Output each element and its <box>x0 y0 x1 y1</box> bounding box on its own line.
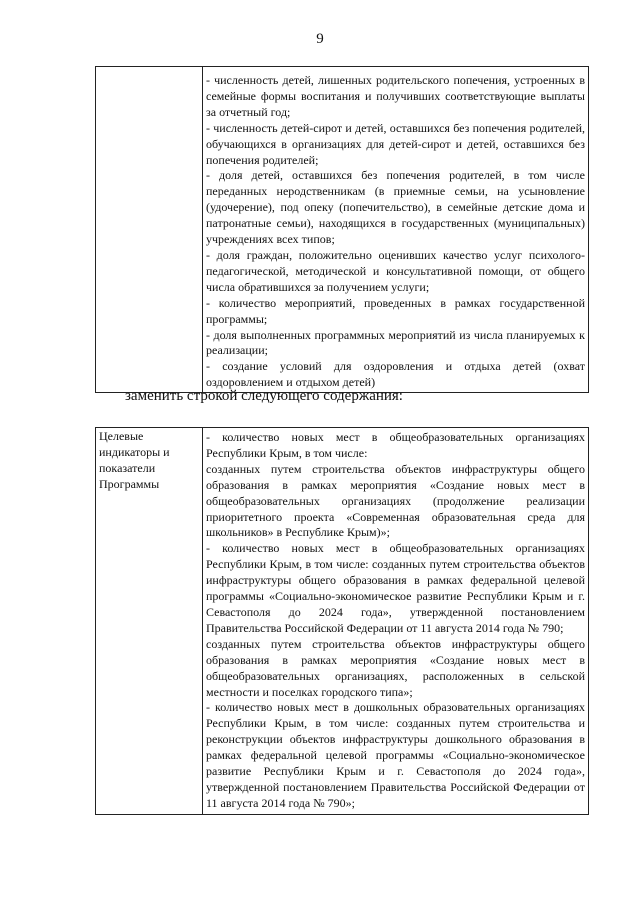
list-item: созданных путем строительства объектов инфраструктуры общего образования в рамках мероприятия «Создание новых мест в общеобразовательных организациях (продолжение реализации приоритетного проекта «Современная образовательная среда для школьников» в Республике Крым)»; <box>206 461 585 540</box>
list-item: - численность детей, лишенных родительского попечения, устроенных в семейные формы воспитания и получивших соответствующие выплаты за отчетный год; <box>206 73 585 119</box>
replacement-instruction: заменить строкой следующего содержания: <box>125 388 403 404</box>
table-row <box>96 428 589 815</box>
list-item: - количество новых мест в общеобразовательных организациях Республики Крым, в том числе: созданных путем строительства объектов инфраструктуры общего образования в рамках федеральной целевой программы «Социально-экономическое развитие Республики Крым и г. Севастополя до 2024 года», утвержденной постановлением Правительства Российской Федерации от 11 августа 2014 года № 790; <box>206 541 585 635</box>
table-left-cell <box>96 67 203 393</box>
table-left-cell <box>96 428 203 815</box>
list-item: - создание условий для оздоровления и отдыха детей (охват оздоровлением и отдыхом детей) <box>206 359 585 390</box>
indicators-table-old <box>95 66 589 393</box>
page-number: 9 <box>316 31 324 47</box>
left-cell-line: Программы <box>99 477 160 491</box>
list-item: - количество новых мест в дошкольных образовательных организациях Республики Крым, в том числе: созданных путем строительства и реконструкции объектов инфраструктуры дошкольного образования в рамках федеральной целевой программы «Социально-экономическое развитие Республики Крым и г. Севастополя до 2024 года», утвержденной постановлением Правительства Российской Федерации от 11 августа 2014 года № 790»; <box>206 700 585 810</box>
table-row <box>96 67 589 393</box>
list-item: - численность детей-сирот и детей, оставшихся без попечения родителей, обучающихся в организациях для детей-сирот и детей, оставшихся без попечения родителей; <box>206 120 585 167</box>
indicators-table-new <box>95 427 589 815</box>
list-item: - доля граждан, положительно оценивших качество услуг психолого-педагогической, методической и консультативной помощи, от общего числа обратившихся за получением услуги; <box>206 247 585 294</box>
left-cell-line: индикаторы и <box>99 445 170 459</box>
list-item: созданных путем строительства объектов инфраструктуры общего образования в рамках мероприятия «Создание новых мест в общеобразовательных организациях, расположенных в сельской местности и поселках городского типа»; <box>206 636 585 699</box>
left-cell-line: показатели <box>99 461 156 475</box>
table-right-cell <box>203 67 589 393</box>
list-item: - количество новых мест в общеобразовательных организациях Республики Крым, в том числе: <box>206 430 585 460</box>
left-cell-line: Целевые <box>99 429 144 443</box>
list-item: - доля выполненных программных мероприятий из числа планируемых к реализации; <box>206 327 585 358</box>
list-item: - количество мероприятий, проведенных в рамках государственной программы; <box>206 295 585 326</box>
table-right-cell <box>203 428 589 815</box>
list-item: - доля детей, оставшихся без попечения родителей, в том числе переданных неродственникам (в приемные семьи, на усыновление (удочерение), под опеку (попечительство), в семейные детские дома и патронатные семьи), находящихся в государственных (муниципальных) учреждениях всех типов; <box>206 168 585 247</box>
